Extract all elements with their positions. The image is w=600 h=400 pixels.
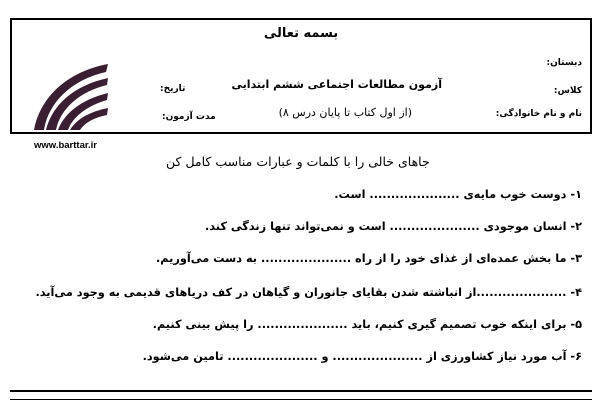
student-name-field-label: نام و نام خانوادگی:: [495, 109, 582, 119]
bismillah-heading: بسمه تعالی: [263, 26, 339, 41]
exam-title: آزمون مطالعات اجتماعی ششم ابتدایی: [231, 78, 442, 91]
barttar-logo-icon: [30, 58, 112, 138]
header-box: [10, 18, 592, 151]
question-5: ۵- برای اینکه خوب تصمیم گیری کنیم، باید ..................... را پیش بینی کنیم.: [152, 318, 582, 331]
question-4: ۴- .....................از انباشته شدن بقایای جانوران و گیاهان در کف دریاهای قدیمی به وجود می‌آید.: [35, 286, 582, 299]
instruction-text: جاهای خالی را با کلمات و عبارات مناسب کامل کن: [166, 154, 430, 169]
date-field-label: تاریخ:: [160, 84, 186, 94]
question-2: ۲- انسان موجودی ..................... است و نمی‌تواند تنها زندگی کند.: [204, 220, 582, 233]
bottom-divider: [10, 390, 592, 392]
website-url: www.barttar.ir: [34, 140, 97, 151]
question-1: ۱- دوست خوب مایه‌ی ..................... است.: [334, 188, 582, 201]
exam-range: (از اول کتاب تا پایان درس ۸): [278, 106, 412, 119]
duration-field-label: مدت آزمون:: [162, 112, 216, 122]
question-6: ۶- آب مورد نیاز کشاورزی از ..................... و ..................... تامین می‌شود.: [142, 350, 582, 363]
class-field-label: کلاس:: [553, 86, 582, 96]
school-field-label: دبستان:: [546, 58, 582, 68]
question-3: ۳- ما بخش عمده‌ای از غذای خود را از راه ..................... به دست می‌آوریم.: [156, 252, 582, 265]
